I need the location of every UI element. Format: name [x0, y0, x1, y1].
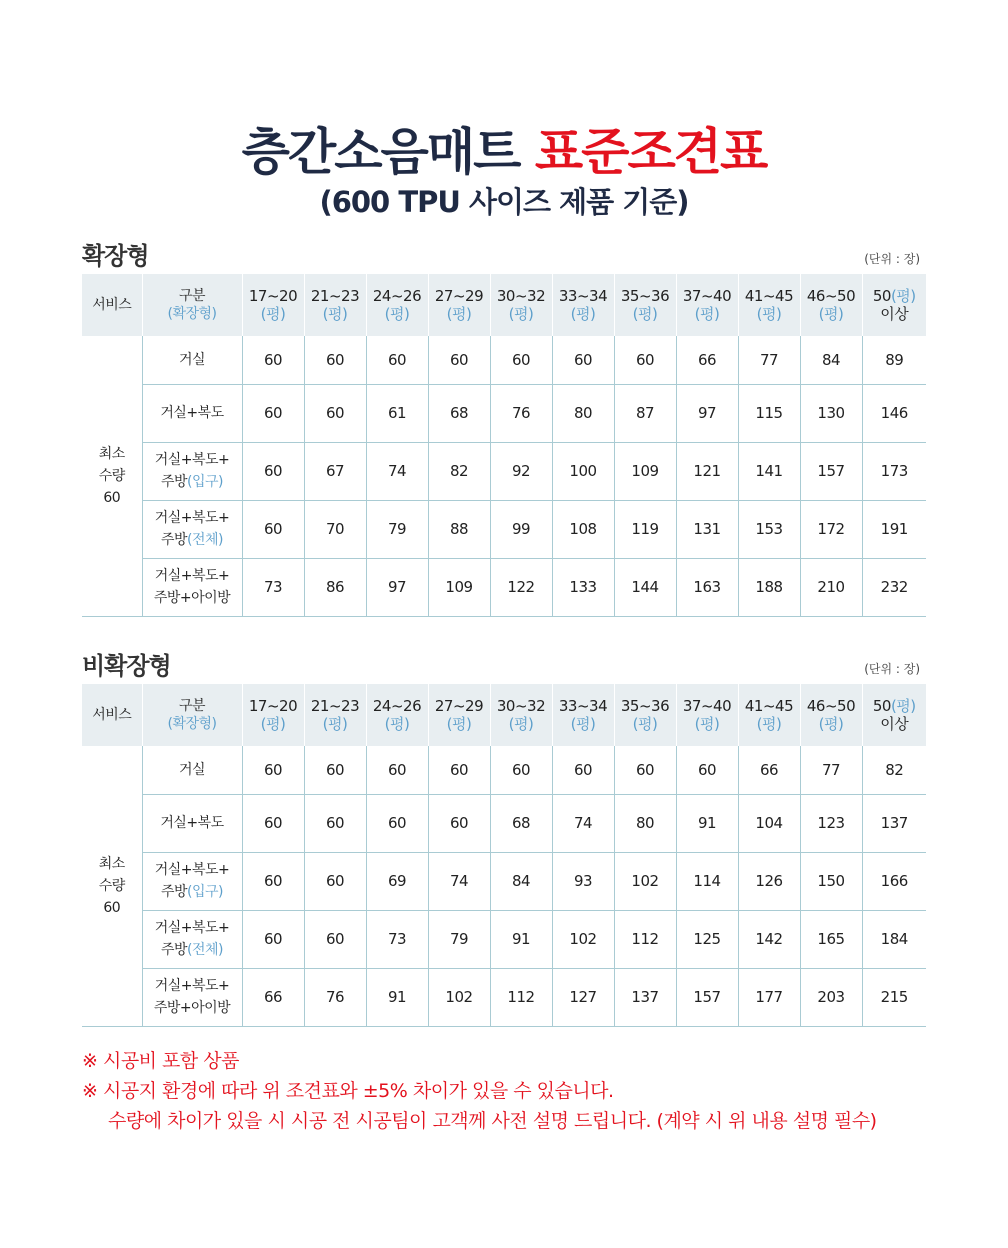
quantity-cell: 87: [614, 384, 676, 442]
quantity-cell: 125: [676, 910, 738, 968]
quantity-cell: 60: [242, 910, 304, 968]
table-row: [82, 910, 926, 968]
row-category-line1: 거실+복도+: [154, 510, 230, 526]
page-subtitle: (600 TPU 사이즈 제품 기준): [319, 185, 689, 219]
quantity-cell: 210: [800, 558, 862, 616]
quantity-cell: 60: [614, 746, 676, 794]
size-range: 33~34: [558, 287, 608, 305]
quantity-cell: 60: [304, 794, 366, 852]
size-num: 50: [872, 287, 891, 305]
header-size-column: [552, 274, 614, 336]
quantity-cell: 60: [242, 746, 304, 794]
row-category-text: 주방: [160, 884, 188, 900]
quantity-cell: 66: [242, 968, 304, 1026]
quantity-cell: 77: [800, 746, 862, 794]
size-range: 33~34: [558, 697, 608, 715]
header-size-column: [800, 684, 862, 746]
size-label: 이상: [880, 305, 909, 323]
row-category-line2: [143, 529, 242, 551]
row-category-line1: 거실+복도+: [154, 862, 230, 878]
quantity-cell: 115: [738, 384, 800, 442]
table-row: [82, 746, 926, 794]
quantity-cell: 77: [738, 336, 800, 384]
size-unit: (평): [570, 715, 596, 733]
header-size-column: [676, 274, 738, 336]
header-size-column: [304, 684, 366, 746]
quantity-cell: 69: [366, 852, 428, 910]
table-row: [82, 852, 926, 910]
size-unit: (평): [632, 305, 658, 323]
quantity-cell: 91: [676, 794, 738, 852]
row-category-line1: 거실+복도+: [154, 920, 230, 936]
quantity-cell: 66: [738, 746, 800, 794]
page-title-highlight: 표준조견표: [534, 123, 767, 181]
header-size-column-last: [862, 684, 926, 746]
header-service: 서비스: [82, 274, 142, 336]
quantity-cell: 76: [490, 384, 552, 442]
quantity-cell: 60: [242, 336, 304, 384]
min-quantity-line: 수량: [98, 467, 125, 484]
size-unit: (평): [694, 715, 720, 733]
min-quantity-line: 수량: [98, 877, 125, 894]
size-unit: (평): [384, 715, 410, 733]
quantity-cell: 173: [862, 442, 926, 500]
quantity-cell: 60: [490, 746, 552, 794]
size-unit: (평): [756, 305, 782, 323]
row-category-line1: 거실: [178, 351, 206, 368]
quantity-cell: 109: [428, 558, 490, 616]
quantity-cell: 99: [490, 500, 552, 558]
unit-label: (단위 : 장): [864, 662, 920, 676]
size-range: 46~50: [806, 287, 856, 305]
size-range: 24~26: [372, 697, 422, 715]
section-expanded: [82, 236, 926, 616]
section-title: 비확장형: [82, 652, 171, 680]
quantity-cell: 60: [366, 746, 428, 794]
header-category-sub: (확장형): [167, 306, 217, 322]
size-range-last: [863, 697, 927, 715]
quantity-cell: 60: [614, 336, 676, 384]
quantity-cell: 97: [366, 558, 428, 616]
quantity-cell: 73: [366, 910, 428, 968]
size-range: 17~20: [248, 697, 298, 715]
size-range: 24~26: [372, 287, 422, 305]
quantity-cell: 184: [862, 910, 926, 968]
notes: [82, 1046, 877, 1136]
quantity-cell: 130: [800, 384, 862, 442]
row-category-line2: [143, 997, 242, 1019]
row-category: [142, 910, 242, 968]
size-unit: (평): [446, 715, 472, 733]
quantity-cell: 232: [862, 558, 926, 616]
quantity-cell: 84: [490, 852, 552, 910]
quantity-cell: 163: [676, 558, 738, 616]
size-range: 35~36: [620, 287, 670, 305]
row-category: [142, 852, 242, 910]
size-unit: (평): [694, 305, 720, 323]
size-unit: (평): [322, 305, 348, 323]
size-unit: (평): [756, 715, 782, 733]
header-size-column: [800, 274, 862, 336]
note-item: 수량에 차이가 있을 시 시공 전 시공팀이 고객께 사전 설명 드립니다. (계약 시 위 내용 설명 필수): [108, 1110, 877, 1132]
note-item: ※ 시공지 환경에 따라 위 조견표와 ±5% 차이가 있을 수 있습니다.: [82, 1080, 614, 1102]
header-size-column: [614, 684, 676, 746]
quantity-cell: 137: [862, 794, 926, 852]
row-category-text: 주방: [160, 532, 188, 548]
quantity-cell: 172: [800, 500, 862, 558]
quantity-cell: 122: [490, 558, 552, 616]
quantity-cell: 60: [242, 852, 304, 910]
quantity-cell: 93: [552, 852, 614, 910]
header-category: [142, 274, 242, 336]
quantity-cell: 60: [304, 384, 366, 442]
quantity-cell: 141: [738, 442, 800, 500]
quantity-table: [82, 684, 926, 1027]
min-quantity-line: 최소: [98, 855, 125, 872]
quantity-cell: 191: [862, 500, 926, 558]
size-range: 17~20: [248, 287, 298, 305]
section-non-expanded: [82, 646, 926, 1026]
size-range: 27~29: [434, 287, 484, 305]
quantity-cell: 84: [800, 336, 862, 384]
size-unit: (평): [260, 715, 286, 733]
quantity-cell: 76: [304, 968, 366, 1026]
header-category-label: 구분: [178, 288, 206, 304]
row-category: [142, 336, 242, 384]
quantity-cell: 188: [738, 558, 800, 616]
quantity-cell: 150: [800, 852, 862, 910]
quantity-cell: 60: [242, 442, 304, 500]
page-title: [0, 112, 1008, 184]
quantity-cell: 100: [552, 442, 614, 500]
section-title: 확장형: [82, 242, 149, 270]
quantity-cell: 177: [738, 968, 800, 1026]
header-size-column: [738, 684, 800, 746]
size-unit: (평): [818, 715, 844, 733]
row-category-line2: [143, 881, 242, 903]
min-quantity-value: 60: [103, 899, 121, 916]
header-row: [82, 684, 926, 746]
quantity-cell: 127: [552, 968, 614, 1026]
size-num: 50: [872, 697, 891, 715]
quantity-cell: 102: [552, 910, 614, 968]
size-unit: (평): [818, 305, 844, 323]
unit-label: (단위 : 장): [864, 252, 920, 266]
header-size-column: [304, 274, 366, 336]
quantity-cell: 60: [366, 336, 428, 384]
size-unit: (평): [322, 715, 348, 733]
min-quantity-cell: [82, 746, 142, 1026]
size-unit: (평): [508, 305, 534, 323]
row-category: [142, 500, 242, 558]
size-unit: (평): [890, 697, 916, 715]
quantity-cell: 157: [676, 968, 738, 1026]
size-range: 27~29: [434, 697, 484, 715]
header-size-column: [490, 274, 552, 336]
quantity-cell: 203: [800, 968, 862, 1026]
header-size-column: [366, 684, 428, 746]
header-size-column: [614, 274, 676, 336]
header-size-column: [428, 274, 490, 336]
row-category-line2: [143, 587, 242, 609]
table-row: [82, 558, 926, 616]
row-category: [142, 442, 242, 500]
quantity-cell: 68: [428, 384, 490, 442]
table-row: [82, 384, 926, 442]
table-row: [82, 336, 926, 384]
quantity-cell: 73: [242, 558, 304, 616]
size-unit: (평): [570, 305, 596, 323]
quantity-cell: 79: [366, 500, 428, 558]
row-category: [142, 794, 242, 852]
quantity-cell: 60: [676, 746, 738, 794]
size-range: 30~32: [496, 287, 546, 305]
quantity-cell: 215: [862, 968, 926, 1026]
header-size-column: [676, 684, 738, 746]
size-range: 21~23: [310, 287, 360, 305]
row-category-text: 주방: [160, 942, 188, 958]
quantity-cell: 74: [366, 442, 428, 500]
header-size-column: [242, 274, 304, 336]
quantity-cell: 133: [552, 558, 614, 616]
row-category: [142, 968, 242, 1026]
quantity-cell: 131: [676, 500, 738, 558]
row-category-line1: 거실+복도+: [154, 568, 230, 584]
row-category: [142, 558, 242, 616]
quantity-cell: 60: [242, 500, 304, 558]
size-range: 30~32: [496, 697, 546, 715]
quantity-cell: 112: [490, 968, 552, 1026]
quantity-cell: 88: [428, 500, 490, 558]
quantity-cell: 146: [862, 384, 926, 442]
row-category-line1: 거실+복도: [160, 815, 224, 831]
size-range: 46~50: [806, 697, 856, 715]
row-category-line1: 거실: [178, 761, 206, 778]
size-range: 41~45: [744, 287, 794, 305]
quantity-cell: 157: [800, 442, 862, 500]
size-unit: (평): [446, 305, 472, 323]
quantity-cell: 114: [676, 852, 738, 910]
quantity-cell: 60: [304, 852, 366, 910]
quantity-cell: 153: [738, 500, 800, 558]
size-label: 이상: [880, 715, 909, 733]
row-category-line1: 거실+복도: [160, 405, 224, 421]
size-range: 37~40: [682, 287, 732, 305]
table-row: [82, 968, 926, 1026]
header-category-label: 구분: [178, 698, 206, 714]
quantity-cell: 80: [614, 794, 676, 852]
quantity-cell: 60: [304, 746, 366, 794]
table-row: [82, 500, 926, 558]
quantity-cell: 137: [614, 968, 676, 1026]
quantity-cell: 60: [428, 794, 490, 852]
quantity-cell: 68: [490, 794, 552, 852]
quantity-cell: 112: [614, 910, 676, 968]
row-category: [142, 746, 242, 794]
quantity-cell: 144: [614, 558, 676, 616]
quantity-cell: 102: [428, 968, 490, 1026]
header-size-column: [366, 274, 428, 336]
header-row: [82, 274, 926, 336]
quantity-cell: 102: [614, 852, 676, 910]
quantity-cell: 66: [676, 336, 738, 384]
quantity-cell: 79: [428, 910, 490, 968]
quantity-cell: 60: [242, 794, 304, 852]
quantity-cell: 91: [366, 968, 428, 1026]
quantity-cell: 74: [428, 852, 490, 910]
header-category-sub: (확장형): [167, 716, 217, 732]
page-title-main: 층간소음매트: [241, 123, 520, 181]
quantity-cell: 108: [552, 500, 614, 558]
quantity-cell: 97: [676, 384, 738, 442]
quantity-cell: 60: [490, 336, 552, 384]
min-quantity-value: 60: [103, 489, 121, 506]
size-range: 41~45: [744, 697, 794, 715]
note-item: ※ 시공비 포함 상품: [82, 1050, 240, 1072]
quantity-cell: 60: [304, 336, 366, 384]
header-size-column: [490, 684, 552, 746]
quantity-cell: 70: [304, 500, 366, 558]
size-unit: (평): [260, 305, 286, 323]
quantity-cell: 60: [552, 746, 614, 794]
quantity-cell: 67: [304, 442, 366, 500]
row-category-note: (전체): [187, 532, 224, 548]
quantity-cell: 60: [242, 384, 304, 442]
row-category-line1: 거실+복도+: [154, 978, 230, 994]
quantity-cell: 121: [676, 442, 738, 500]
header-size-column-last: [862, 274, 926, 336]
quantity-cell: 61: [366, 384, 428, 442]
quantity-cell: 109: [614, 442, 676, 500]
header-size-column: [242, 684, 304, 746]
row-category: [142, 384, 242, 442]
quantity-cell: 92: [490, 442, 552, 500]
table-row: [82, 794, 926, 852]
row-category-line1: 거실+복도+: [154, 452, 230, 468]
row-category-note: (전체): [187, 942, 224, 958]
header-category: [142, 684, 242, 746]
quantity-cell: 91: [490, 910, 552, 968]
quantity-cell: 82: [862, 746, 926, 794]
size-range: 21~23: [310, 697, 360, 715]
row-category-note: (입구): [187, 884, 224, 900]
header-service: 서비스: [82, 684, 142, 746]
min-quantity-cell: [82, 336, 142, 616]
quantity-cell: 60: [428, 336, 490, 384]
size-unit: (평): [890, 287, 916, 305]
quantity-cell: 74: [552, 794, 614, 852]
quantity-cell: 80: [552, 384, 614, 442]
header-size-column: [552, 684, 614, 746]
size-range: 37~40: [682, 697, 732, 715]
quantity-cell: 60: [366, 794, 428, 852]
header-size-column: [428, 684, 490, 746]
quantity-cell: 60: [552, 336, 614, 384]
quantity-cell: 60: [428, 746, 490, 794]
row-category-note: (입구): [187, 474, 224, 490]
size-unit: (평): [508, 715, 534, 733]
size-unit: (평): [384, 305, 410, 323]
quantity-cell: 123: [800, 794, 862, 852]
quantity-cell: 86: [304, 558, 366, 616]
quantity-cell: 104: [738, 794, 800, 852]
min-quantity-line: 최소: [98, 445, 125, 462]
quantity-cell: 126: [738, 852, 800, 910]
quantity-cell: 119: [614, 500, 676, 558]
quantity-cell: 60: [304, 910, 366, 968]
row-category-line2: [143, 471, 242, 493]
size-range-last: [863, 287, 927, 305]
table-row: [82, 442, 926, 500]
quantity-cell: 89: [862, 336, 926, 384]
quantity-cell: 142: [738, 910, 800, 968]
size-unit: (평): [632, 715, 658, 733]
quantity-cell: 82: [428, 442, 490, 500]
quantity-cell: 166: [862, 852, 926, 910]
quantity-cell: 165: [800, 910, 862, 968]
size-range: 35~36: [620, 697, 670, 715]
row-category-text: 주방+아이방: [153, 1000, 231, 1016]
header-size-column: [738, 274, 800, 336]
row-category-line2: [143, 939, 242, 961]
quantity-table: [82, 274, 926, 617]
row-category-text: 주방: [160, 474, 188, 490]
row-category-text: 주방+아이방: [153, 590, 231, 606]
